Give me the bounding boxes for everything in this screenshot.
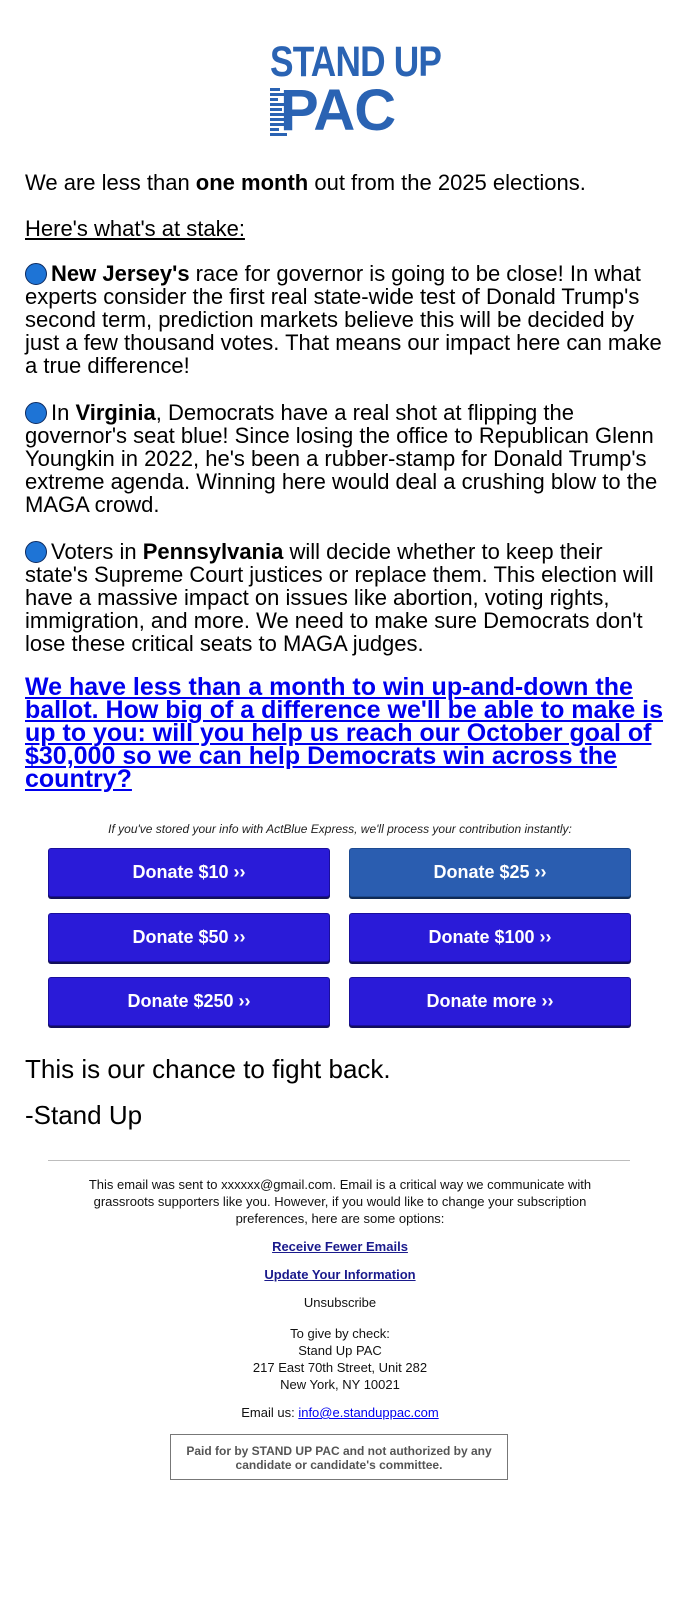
- stake-item-new-jersey: [25, 262, 665, 377]
- blue-circle-icon: [25, 541, 47, 563]
- item-post: , Democrats have a real shot at flipping the governor's seat blue! Since losing the office to Republican Glenn Youngkin in 2022, he's been a rubber-stamp for Donald Trump's extreme agenda. Winning here would deal a crushing blow to the MAGA crowd.: [25, 400, 658, 517]
- check-heading: To give by check:: [290, 1326, 390, 1341]
- stake-item-virginia: [25, 401, 665, 516]
- logo-line2: PAC: [280, 78, 396, 143]
- logo-line1: STAND UP: [270, 38, 442, 86]
- item-bold: Virginia: [75, 400, 156, 425]
- blue-circle-icon: [25, 263, 47, 285]
- footer-links-fewer: [75, 1238, 605, 1255]
- cta-donate-link[interactable]: We have less than a month to win up-and-down the ballot. How big of a difference we'll be able to make is up to you: will you help us reach our October goal of $30,000 so we can help Democrats win across the country?: [25, 673, 664, 793]
- actblue-express-note: If you've stored your info with ActBlue Express, we'll process your contribution instantly:: [108, 822, 572, 836]
- receive-fewer-emails-link[interactable]: Receive Fewer Emails: [272, 1239, 408, 1254]
- donate-10-button[interactable]: Donate $10 ››: [48, 848, 330, 897]
- email-link[interactable]: info@e.standuppac.com: [298, 1405, 439, 1420]
- unsubscribe-link[interactable]: Unsubscribe: [303, 1295, 377, 1310]
- footer-email: [75, 1404, 605, 1421]
- intro-bold: one month: [195, 170, 309, 195]
- item-post: will decide whether to keep their state's Supreme Court justices or replace them. This election will have a massive impact on issues like abortion, voting rights, immigration, and more. We need to make sure Democrats don't lose these critical seats to MAGA judges.: [25, 539, 654, 656]
- signature: -Stand Up: [25, 1100, 143, 1130]
- footer-links-update: [75, 1266, 605, 1283]
- donate-more-button[interactable]: Donate more ››: [349, 977, 631, 1026]
- check-street: 217 East 70th Street, Unit 282: [252, 1360, 428, 1375]
- check-city: New York, NY 10021: [280, 1377, 400, 1392]
- intro-pre: We are less than: [25, 170, 196, 195]
- check-name: Stand Up PAC: [298, 1343, 382, 1358]
- item-pre: Voters in: [51, 539, 143, 564]
- item-bold: New Jersey's: [51, 261, 190, 286]
- item-pre: In: [51, 400, 76, 425]
- footer-divider: [48, 1160, 630, 1161]
- intro-post: out from the 2025 elections.: [308, 170, 586, 195]
- donate-100-button[interactable]: Donate $100 ››: [349, 913, 631, 962]
- item-post: race for governor is going to be close! In what experts consider the first real state-wide test of Donald Trump's second term, prediction markets believe this will be decided by just a few thousand votes. That means our impact here can make a true difference!: [25, 261, 662, 378]
- stake-item-pennsylvania: [25, 540, 665, 655]
- closing-line: This is our chance to fight back.: [25, 1054, 391, 1084]
- update-information-link[interactable]: Update Your Information: [264, 1267, 416, 1282]
- donate-250-button[interactable]: Donate $250 ››: [48, 977, 330, 1026]
- intro-paragraph: [25, 171, 665, 194]
- item-bold: Pennsylvania: [142, 539, 284, 564]
- blue-circle-icon: [25, 402, 47, 424]
- donate-50-button[interactable]: Donate $50 ››: [48, 913, 330, 962]
- paid-for-disclaimer: Paid for by STAND UP PAC and not authorized by any candidate or candidate's committee.: [170, 1434, 508, 1480]
- check-address: [75, 1325, 605, 1393]
- stakes-heading: Here's what's at stake:: [25, 216, 245, 241]
- email-label: Email us:: [241, 1405, 299, 1420]
- footer-sent-to: This email was sent to xxxxxx@gmail.com. Email is a critical way we communicate with grassroots supporters like you. However, if you would like to change your subscription preferences, here are some options:: [88, 1177, 592, 1226]
- donate-25-button[interactable]: Donate $25 ››: [349, 848, 631, 897]
- stand-up-pac-logo[interactable]: [270, 38, 442, 143]
